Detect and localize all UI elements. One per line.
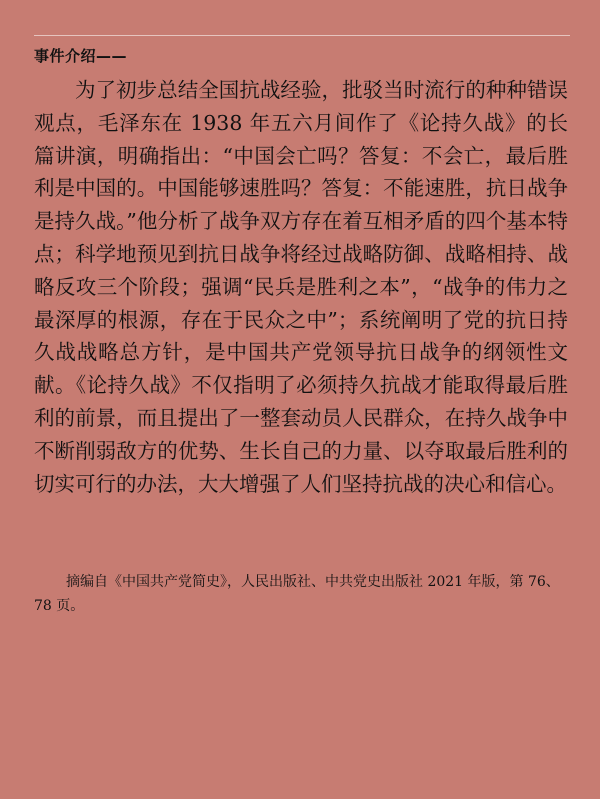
- section-title: 事件介绍——: [34, 47, 128, 65]
- event-description-paragraph: 为了初步总结全国抗战经验，批驳当时流行的种种错误观点，毛泽东在 1938 年五六月间作了《论持久战》的长篇讲演，明确指出：“中国会亡吗？答复：不会亡，最后胜利是中国的。中国能够速胜吗？答复：不能速胜，抗日战争是持久战。”他分析了战争双方存在着互相矛盾的四个基本特点；科学地预见到抗日战争将经过战略防御、战略相持、战略反攻三个阶段；强调“民兵是胜利之本”，“战争的伟力之最深厚的根源，存在于民众之中”；系统阐明了党的抗日持久战战略总方针，是中国共产党领导抗日战争的纲领性文献。《论持久战》不仅指明了必须持久抗战才能取得最后胜利的前景，而且提出了一整套动员人民群众，在持久战争中不断削弱敌方的优势、生长自己的力量、以夺取最后胜利的切实可行的办法，大大增强了人们坚持抗战的决心和信心。: [34, 78, 568, 496]
- top-divider: [34, 35, 570, 36]
- source-citation: 摘编自《中国共产党简史》，人民出版社、中共党史出版社 2021 年版，第 76、78 页。: [34, 574, 560, 614]
